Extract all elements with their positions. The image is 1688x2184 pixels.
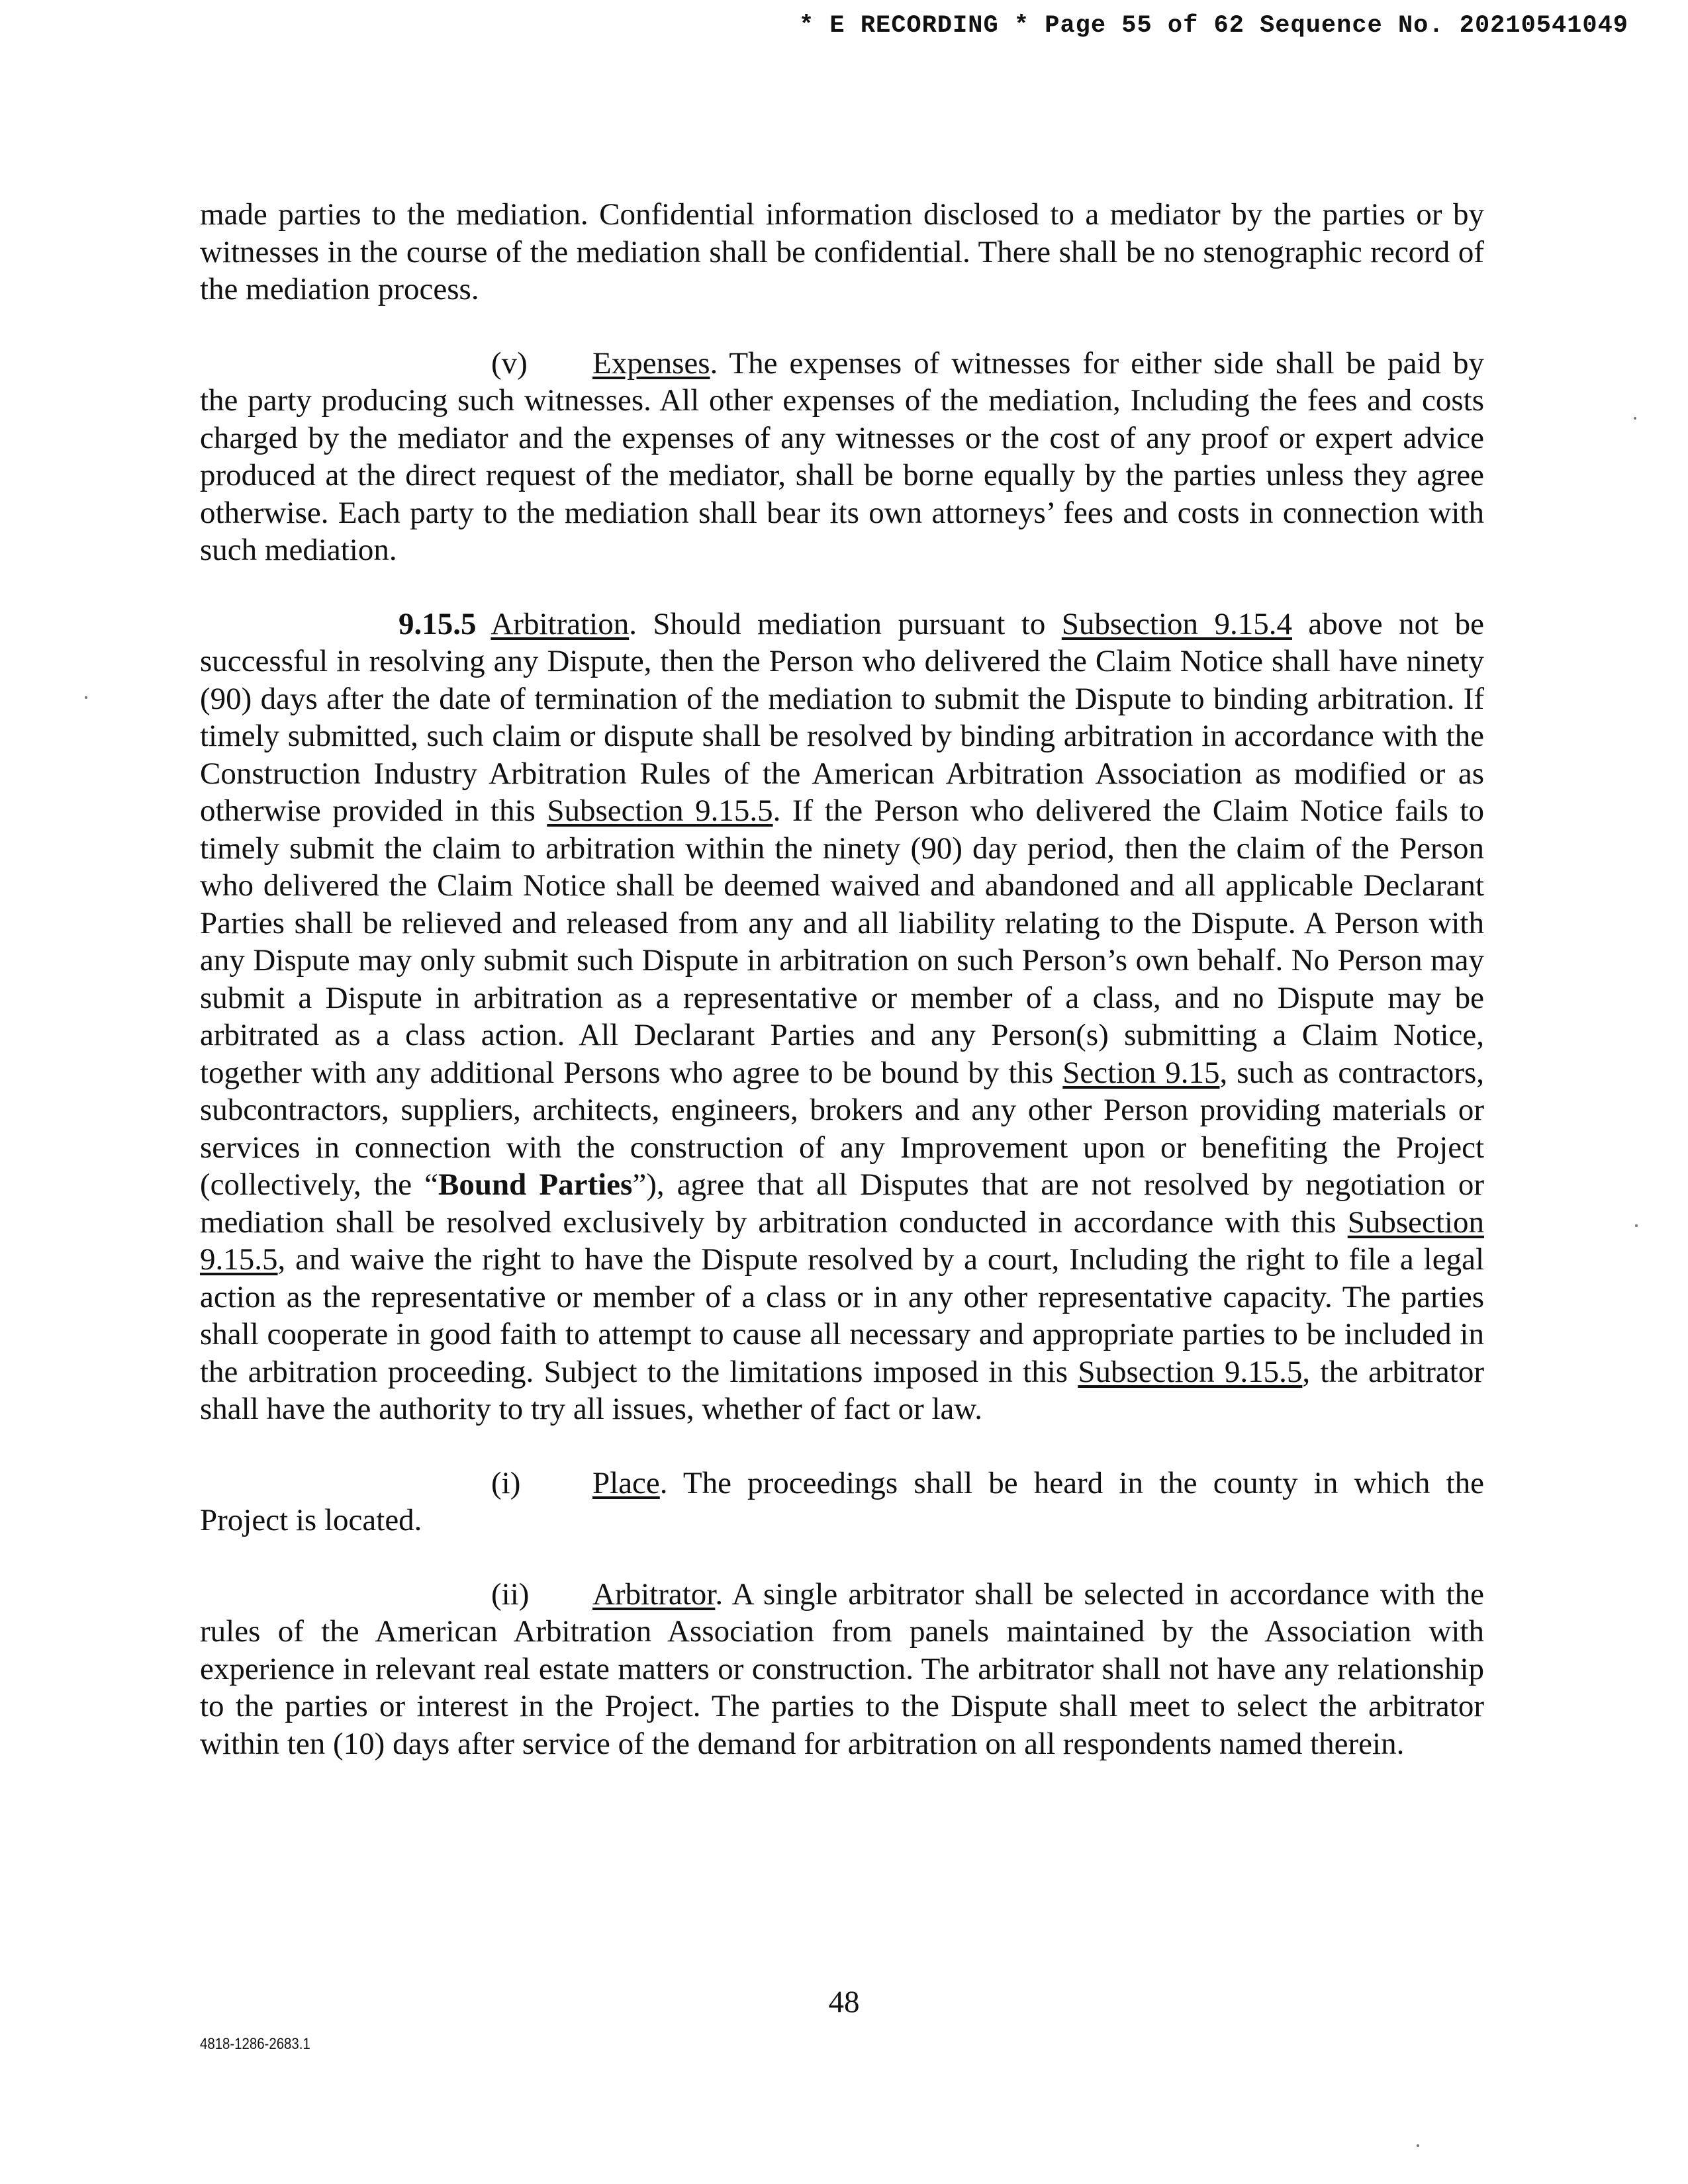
paragraph-arbitrator — [200, 1576, 1484, 1763]
section-heading: Arbitrator — [592, 1576, 716, 1612]
section-number: 9.15.5 — [399, 606, 477, 641]
scan-speck — [1417, 2144, 1419, 2147]
paragraph-text: . Should mediation pursuant to — [629, 606, 1062, 641]
paragraph-number: (ii) — [491, 1576, 530, 1612]
paragraph-text: . The proceedings shall be heard in the county in which the Project is located. — [200, 1465, 1484, 1537]
section-heading: Place — [592, 1465, 660, 1500]
paragraph-expenses — [200, 345, 1484, 569]
paragraph-text: . The expenses of witnesses for either side shall be paid by the party producing such witnesses. All other expenses of the mediation, Including the fees and costs charged by the mediator and the expenses of any witnesses or the cost of any proof or expert advice produced at the direct request of the mediator, shall be borne equally by the parties unless they agree otherwise. Each party to the mediation shall bear its own attorneys’ fees and costs in connection with such mediation. — [200, 345, 1484, 567]
recording-header: * E RECORDING * Page 55 of 62 Sequence No. 20210541049 — [799, 12, 1628, 40]
paragraph-text: , the arbitrator shall have the authority to try all issues, whether of fact or law. — [200, 1354, 1484, 1426]
scan-speck — [1634, 417, 1636, 420]
cross-reference: Subsection 9.15.4 — [1061, 606, 1292, 641]
cross-reference: Subsection 9.15.5 — [1078, 1354, 1303, 1389]
defined-term: Bound Parties — [438, 1167, 633, 1202]
scan-speck — [1635, 1224, 1638, 1227]
document-id: 4818-1286-2683.1 — [200, 2035, 310, 2053]
paragraph-text: , and waive the right to have the Dispute resolved by a court, Including the right to file a legal action as the representative or member of a class or in any other representative capacity. The parties shall cooperate in good faith to attempt to cause all necessary and appropriate parties to be included in the arbitration proceeding. Subject to the limitations imposed in this — [200, 1242, 1484, 1389]
paragraph-number: (v) — [491, 345, 528, 381]
document-body — [200, 196, 1484, 1762]
cross-reference: Section 9.15 — [1062, 1055, 1220, 1090]
paragraph-text: , such as contractors, subcontractors, suppliers, architects, engineers, brokers and any other Person providing materials or services in connection with the construction of any Improvement upon or benefiting the Project (collectively, the “ — [200, 1055, 1484, 1202]
section-heading: Expenses — [592, 345, 710, 381]
paragraph-arbitration — [200, 606, 1484, 1428]
section-heading: Arbitration — [491, 606, 630, 641]
cross-reference: Subsection 9.15.5 — [547, 794, 773, 828]
paragraph-mediation-confidentiality: made parties to the mediation. Confidential information disclosed to a mediator by the parties or by witnesses in the course of the mediation shall be confidential. There shall be no stenographic record of the mediation process. — [200, 197, 1484, 306]
cross-reference: Subsection 9.15.5 — [200, 1205, 1484, 1277]
paragraph-text: ”), agree that all Disputes that are not resolved by negotiation or mediation shall be resolved exclusively by arbitration conducted in accordance with this — [200, 1167, 1484, 1240]
scan-speck — [85, 696, 87, 699]
paragraph-text: . A single arbitrator shall be selected in accordance with the rules of the American Arbitration Association from panels maintained by the Association with experience in relevant real estate matters or construction. The arbitrator shall not have any relationship to the parties or interest in the Project. The parties to the Dispute shall meet to select the arbitrator within ten (10) days after service of the demand for arbitration on all respondents named therein. — [200, 1576, 1484, 1761]
paragraph-text: above not be successful in resolving any Dispute, then the Person who delivered the Claim Notice shall have ninety (90) days after the date of termination of the mediation to submit the Dispute to binding arbitration. If timely submitted, such claim or dispute shall be resolved by binding arbitration in accordance with the Construction Industry Arbitration Rules of the American Arbitration Association as modified or as otherwise provided in this — [200, 606, 1484, 828]
paragraph-number: (i) — [491, 1465, 521, 1500]
paragraph-place — [200, 1465, 1484, 1539]
page-number: 48 — [828, 1985, 860, 2019]
paragraph-text: . If the Person who delivered the Claim Notice fails to timely submit the claim to arbitration within the ninety (90) day period, then the claim of the Person who delivered the Claim Notice shall be deemed waived and abandoned and all applicable Declarant Parties shall be relieved and released from any and all liability relating to the Dispute. A Person with any Dispute may only submit such Dispute in arbitration on such Person’s own behalf. No Person may submit a Dispute in arbitration as a representative or member of a class, and no Dispute may be arbitrated as a class action. All Declarant Parties and any Person(s) submitting a Claim Notice, together with any additional Persons who agree to be bound by this — [200, 794, 1484, 1090]
